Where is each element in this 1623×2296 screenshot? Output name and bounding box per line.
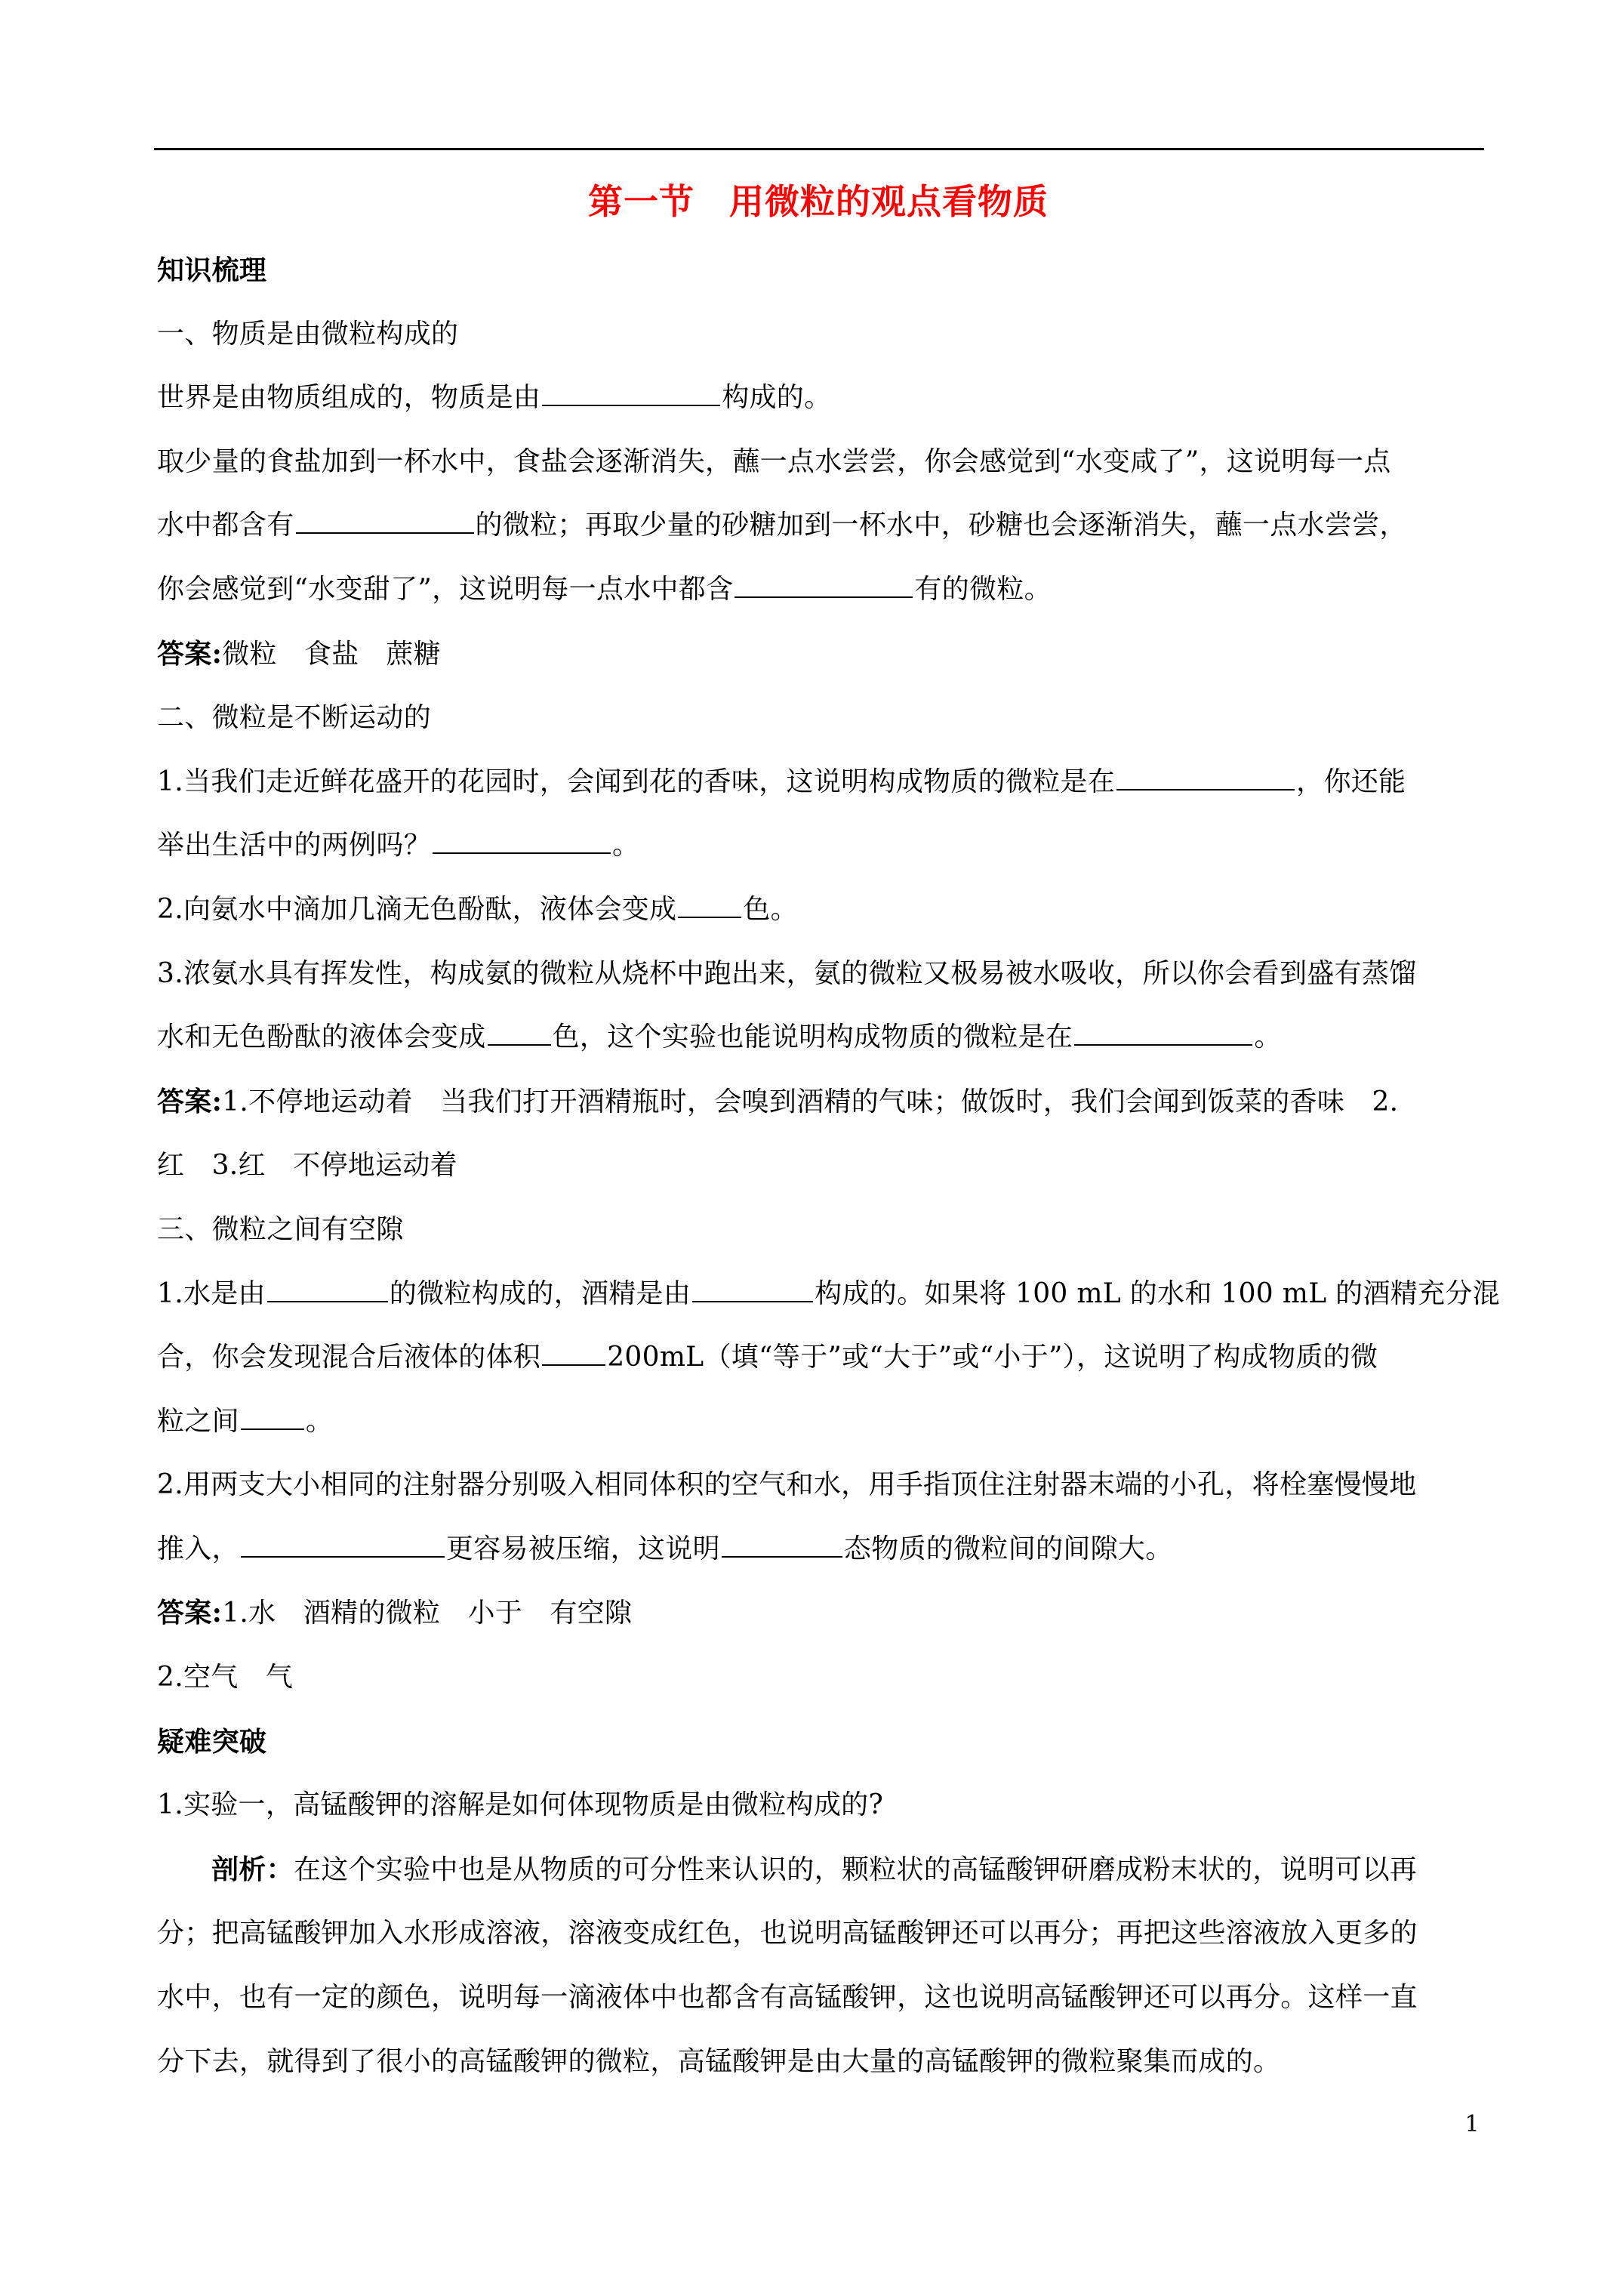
header-rule [154,148,1484,150]
fill-blank[interactable] [692,1277,813,1302]
title-section-number: 第一节 [588,181,694,222]
s2-q3-line-1: 3.浓氨水具有挥发性，构成氨的微粒从烧杯中跑出来，氨的微粒又极易被水吸收，所以你会看到盛有蒸馏 [157,957,1417,989]
page-number: 1 [1464,2111,1480,2137]
s2-answer-line-2: 红 3.红 不停地运动着 [157,1150,457,1182]
analysis-label: 剖析： [211,1853,294,1885]
fill-blank[interactable] [267,1277,388,1302]
answer-label: 答案: [157,1085,223,1117]
d1-analysis-line-4: 分下去，就得到了很小的高锰酸钾的微粒，高锰酸钾是由大量的高锰酸钾的微粒聚集而成的。 [157,2045,1281,2077]
page-title [157,168,1480,236]
d1-analysis-line-2: 分；把高锰酸钾加入水形成溶液，溶液变成红色，也说明高锰酸钾还可以再分；再把这些溶液放入更多的 [157,1918,1418,1949]
s3-q2-line-1: 2.用两支大小相同的注射器分别吸入相同体积的空气和水，用手指顶住注射器末端的小孔，将栓塞慢慢地 [157,1469,1417,1501]
fill-blank[interactable] [1074,1020,1252,1046]
fill-blank[interactable] [488,1020,551,1046]
s1-paragraph-2-line-2: 水中都含有 的微粒；再取少量的砂糖加到一杯水中，砂糖也会逐渐消失，蘸一点水尝尝， [157,510,1407,541]
s3-q1-line-2: 合，你会发现混合后液体的体积 200mL（填“等于”或“大于”或“小于”），这说明了构成物质的微 [157,1342,1378,1373]
s3-q2-line-2: 推入， 更容易被压缩，这说明 态物质的微粒间的间隙大。 [157,1533,1173,1564]
s3-answer-line-2: 2.空气 气 [157,1662,294,1693]
fill-blank[interactable] [296,508,474,534]
s1-paragraph-1: 世界是由物质组成的，物质是由 构成的。 [157,382,832,414]
s2-q3-line-2: 水和无色酚酞的液体会变成 色，这个实验也能说明构成物质的微粒是在 。 [157,1022,1282,1053]
answer-label: 答案: [157,1597,223,1629]
document-body [157,168,1500,2094]
fill-blank[interactable] [735,572,913,598]
section-heading-knowledge: 知识梳理 [157,254,267,286]
s2-q1-line-2: 举出生活中的两例吗？ 。 [157,830,640,861]
fill-blank[interactable] [722,1532,842,1558]
fill-blank[interactable] [433,828,611,854]
fill-blank[interactable] [1116,765,1295,791]
s1-answer: 答案:微粒 食盐 蔗糖 [157,637,442,670]
subsection-heading-3: 三、微粒之间有空隙 [157,1213,404,1245]
subsection-heading-1: 一、物质是由微粒构成的 [157,318,459,350]
fill-blank[interactable] [542,1340,605,1366]
d1-analysis-line-3: 水中，也有一定的颜色，说明每一滴液体中也都含有高锰酸钾，这也说明高锰酸钾还可以再分。这样一直 [157,1982,1418,2014]
s2-answer-line-1: 答案:1.不停地运动着 当我们打开酒精瓶时，会嗅到酒精的气味；做饭时，我们会闻到饭菜的香味 2. [157,1085,1399,1117]
s1-paragraph-2-line-3: 你会感觉到“水变甜了”，这说明每一点水中都含 有的微粒。 [157,573,1052,605]
title-text: 用微粒的观点看物质 [729,181,1049,222]
s2-q2: 2.向氨水中滴加几滴无色酚酞，液体会变成 色。 [157,893,798,925]
s3-q1-line-3: 粒之间 。 [157,1405,334,1437]
s3-answer-line-1: 答案:1.水 酒精的微粒 小于 有空隙 [157,1597,633,1629]
d1-question: 1.实验一，高锰酸钾的溶解是如何体现物质是由微粒构成的? [157,1789,884,1821]
d1-analysis-line-1: 剖析：在这个实验中也是从物质的可分性来认识的，颗粒状的高锰酸钾研磨成粉末状的，说明可以再 [211,1853,1418,1885]
fill-blank[interactable] [542,381,720,406]
s1-paragraph-2-line-1: 取少量的食盐加到一杯水中，食盐会逐渐消失，蘸一点水尝尝，你会感觉到“水变咸了”，这说明每一点 [157,445,1391,477]
fill-blank[interactable] [241,1532,445,1558]
subsection-heading-2: 二、微粒是不断运动的 [157,702,432,734]
s2-q1-line-1: 1.当我们走近鲜花盛开的花园时，会闻到花的香味，这说明构成物质的微粒是在 ，你还能 [157,766,1406,797]
s3-q1-line-1: 1.水是由 的微粒构成的，酒精是由 构成的。如果将 100 mL 的水和 100 mL 的酒精充分混 [157,1277,1500,1309]
fill-blank[interactable] [678,892,741,918]
answer-label: 答案: [157,637,223,670]
fill-blank[interactable] [241,1404,304,1430]
section-heading-difficult: 疑难突破 [157,1725,267,1758]
